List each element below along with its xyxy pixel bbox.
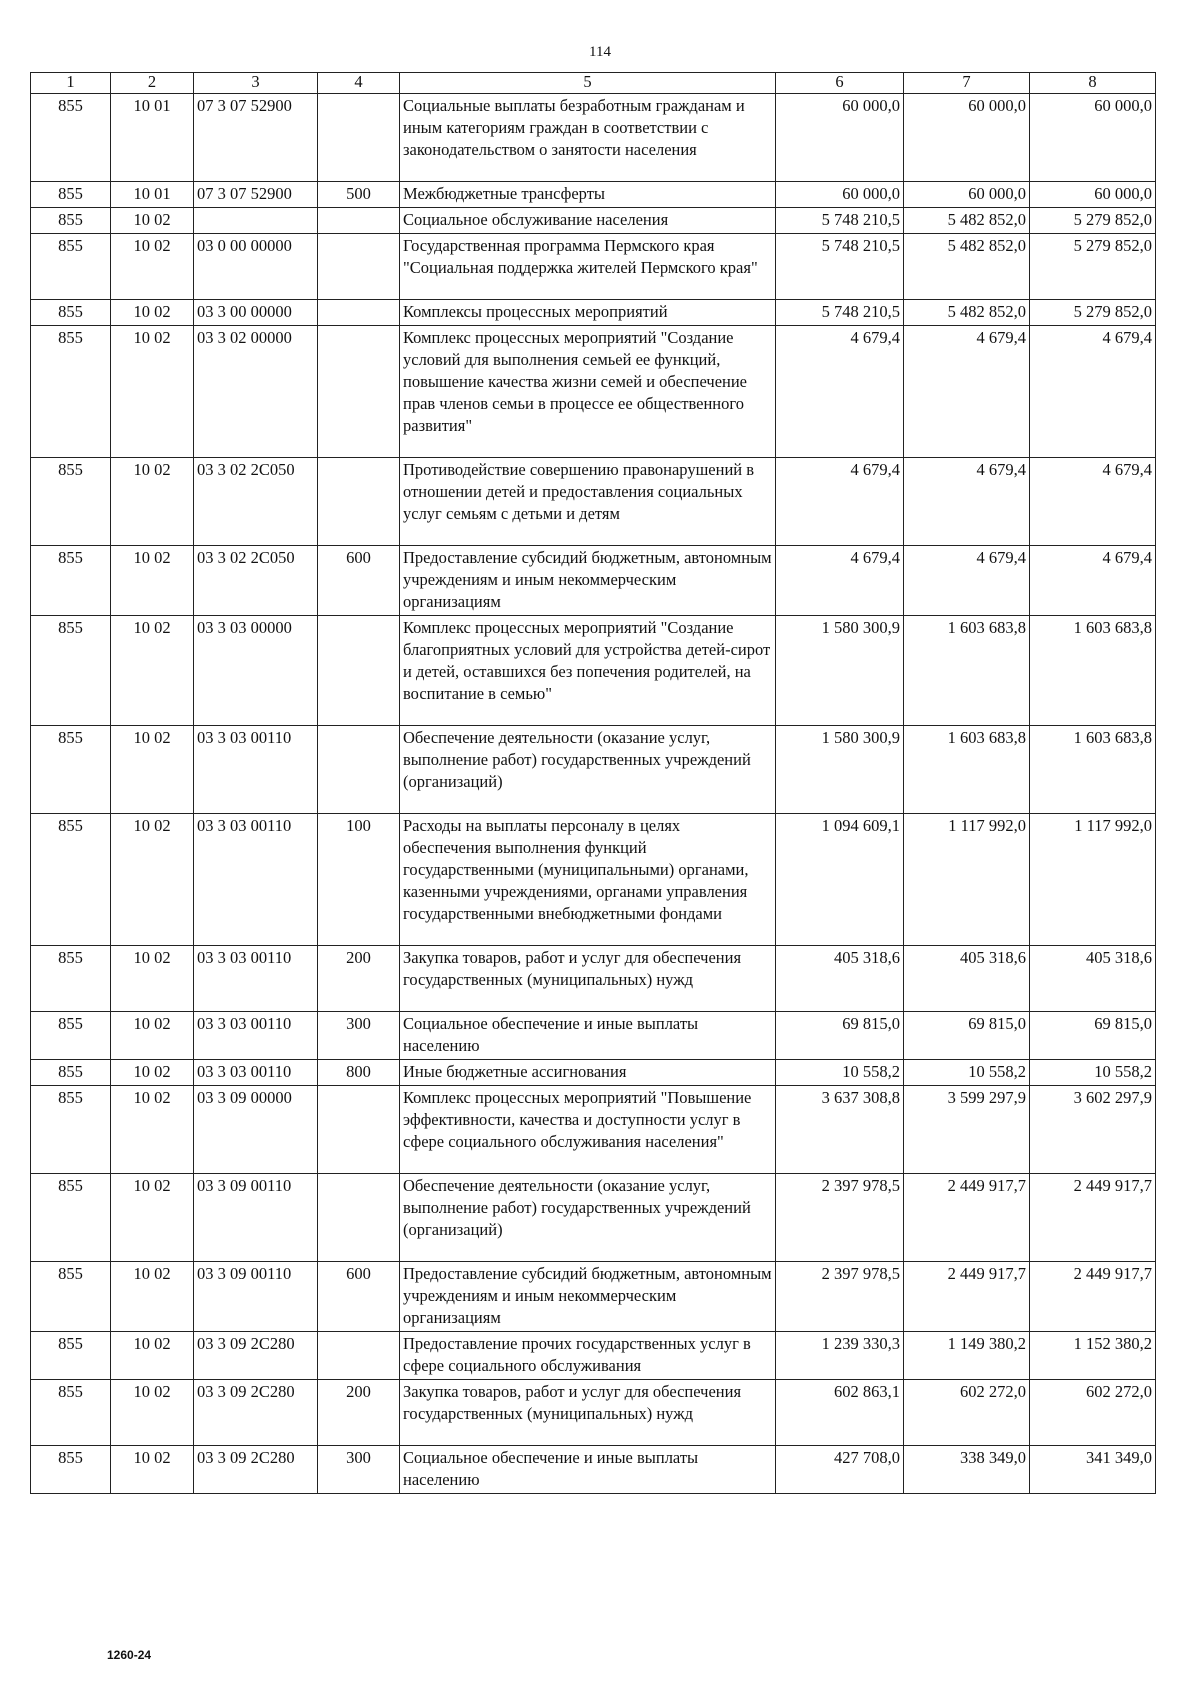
section-cell: 10 02 <box>111 458 194 546</box>
section-cell: 10 02 <box>111 1086 194 1174</box>
section-cell: 10 02 <box>111 616 194 726</box>
amount-col8-cell: 2 449 917,7 <box>1030 1262 1156 1332</box>
amount-col7-cell: 60 000,0 <box>904 182 1030 208</box>
target-article-cell: 03 3 02 00000 <box>194 326 318 458</box>
section-cell: 10 02 <box>111 1332 194 1380</box>
amount-col7-cell: 4 679,4 <box>904 458 1030 546</box>
amount-col7-cell: 5 482 852,0 <box>904 234 1030 300</box>
target-article-cell: 03 3 03 00110 <box>194 1060 318 1086</box>
description-cell: Межбюджетные трансферты <box>400 182 776 208</box>
description-cell: Комплексы процессных мероприятий <box>400 300 776 326</box>
admin-code-cell: 855 <box>31 1380 111 1446</box>
column-header: 8 <box>1030 73 1156 94</box>
document-code: 1260-24 <box>107 1648 152 1662</box>
target-article-cell: 03 3 03 00110 <box>194 1012 318 1060</box>
amount-col7-cell: 1 603 683,8 <box>904 726 1030 814</box>
admin-code-cell: 855 <box>31 94 111 182</box>
amount-col8-cell: 4 679,4 <box>1030 546 1156 616</box>
amount-col7-cell: 5 482 852,0 <box>904 208 1030 234</box>
amount-col8-cell: 5 279 852,0 <box>1030 300 1156 326</box>
amount-col6-cell: 2 397 978,5 <box>776 1174 904 1262</box>
amount-col6-cell: 5 748 210,5 <box>776 300 904 326</box>
description-cell: Иные бюджетные ассигнования <box>400 1060 776 1086</box>
section-cell: 10 02 <box>111 1174 194 1262</box>
amount-col6-cell: 4 679,4 <box>776 326 904 458</box>
admin-code-cell: 855 <box>31 458 111 546</box>
table-row <box>31 1446 1156 1494</box>
table-row <box>31 458 1156 546</box>
amount-col8-cell: 1 117 992,0 <box>1030 814 1156 946</box>
column-header: 2 <box>111 73 194 94</box>
admin-code-cell: 855 <box>31 1446 111 1494</box>
description-cell: Расходы на выплаты персоналу в целях обеспечения выполнения функций государственными (муниципальными) органами, казенными учреждениями, органами управления государственными внебюджетными фондами <box>400 814 776 946</box>
expense-type-cell <box>318 326 400 458</box>
amount-col6-cell: 5 748 210,5 <box>776 208 904 234</box>
section-cell: 10 02 <box>111 1012 194 1060</box>
amount-col7-cell: 1 117 992,0 <box>904 814 1030 946</box>
description-cell: Комплекс процессных мероприятий "Создание благоприятных условий для устройства детей-сирот и детей, оставшихся без попечения родителей, на воспитание в семью" <box>400 616 776 726</box>
expense-type-cell: 600 <box>318 1262 400 1332</box>
amount-col7-cell: 3 599 297,9 <box>904 1086 1030 1174</box>
admin-code-cell: 855 <box>31 1262 111 1332</box>
expense-type-cell <box>318 616 400 726</box>
table-row <box>31 616 1156 726</box>
admin-code-cell: 855 <box>31 1332 111 1380</box>
admin-code-cell: 855 <box>31 300 111 326</box>
table-row <box>31 182 1156 208</box>
amount-col8-cell: 1 152 380,2 <box>1030 1332 1156 1380</box>
section-cell: 10 02 <box>111 726 194 814</box>
target-article-cell: 03 3 03 00110 <box>194 946 318 1012</box>
column-header: 4 <box>318 73 400 94</box>
header-row <box>31 73 1156 94</box>
target-article-cell: 03 3 09 00110 <box>194 1174 318 1262</box>
amount-col8-cell: 405 318,6 <box>1030 946 1156 1012</box>
amount-col7-cell: 10 558,2 <box>904 1060 1030 1086</box>
target-article-cell: 03 3 02 2С050 <box>194 546 318 616</box>
description-cell: Предоставление субсидий бюджетным, автономным учреждениям и иным некоммерческим организациям <box>400 1262 776 1332</box>
target-article-cell: 03 3 09 2С280 <box>194 1332 318 1380</box>
amount-col8-cell: 4 679,4 <box>1030 458 1156 546</box>
expense-type-cell: 600 <box>318 546 400 616</box>
target-article-cell: 03 3 09 00110 <box>194 1262 318 1332</box>
amount-col8-cell: 10 558,2 <box>1030 1060 1156 1086</box>
amount-col7-cell: 2 449 917,7 <box>904 1262 1030 1332</box>
expense-type-cell: 200 <box>318 946 400 1012</box>
expense-type-cell <box>318 726 400 814</box>
table-row <box>31 726 1156 814</box>
amount-col6-cell: 5 748 210,5 <box>776 234 904 300</box>
table-row <box>31 234 1156 300</box>
target-article-cell: 07 3 07 52900 <box>194 94 318 182</box>
expense-type-cell <box>318 1332 400 1380</box>
amount-col7-cell: 2 449 917,7 <box>904 1174 1030 1262</box>
section-cell: 10 02 <box>111 300 194 326</box>
expense-type-cell <box>318 300 400 326</box>
description-cell: Комплекс процессных мероприятий "Повышение эффективности, качества и доступности услуг в сфере социального обслуживания населения" <box>400 1086 776 1174</box>
section-cell: 10 02 <box>111 814 194 946</box>
amount-col6-cell: 4 679,4 <box>776 458 904 546</box>
table-row <box>31 946 1156 1012</box>
section-cell: 10 02 <box>111 1060 194 1086</box>
amount-col8-cell: 2 449 917,7 <box>1030 1174 1156 1262</box>
amount-col8-cell: 1 603 683,8 <box>1030 616 1156 726</box>
expense-type-cell <box>318 234 400 300</box>
section-cell: 10 02 <box>111 1380 194 1446</box>
description-cell: Социальное обслуживание населения <box>400 208 776 234</box>
column-header: 7 <box>904 73 1030 94</box>
expense-type-cell: 100 <box>318 814 400 946</box>
amount-col6-cell: 60 000,0 <box>776 94 904 182</box>
column-header: 1 <box>31 73 111 94</box>
table-row <box>31 546 1156 616</box>
target-article-cell: 03 3 03 00110 <box>194 814 318 946</box>
table-row <box>31 208 1156 234</box>
description-cell: Предоставление прочих государственных услуг в сфере социального обслуживания <box>400 1332 776 1380</box>
target-article-cell: 03 3 09 2С280 <box>194 1380 318 1446</box>
admin-code-cell: 855 <box>31 616 111 726</box>
admin-code-cell: 855 <box>31 1060 111 1086</box>
amount-col8-cell: 3 602 297,9 <box>1030 1086 1156 1174</box>
amount-col6-cell: 405 318,6 <box>776 946 904 1012</box>
amount-col8-cell: 4 679,4 <box>1030 326 1156 458</box>
amount-col8-cell: 60 000,0 <box>1030 182 1156 208</box>
description-cell: Закупка товаров, работ и услуг для обеспечения государственных (муниципальных) нужд <box>400 1380 776 1446</box>
expense-type-cell: 300 <box>318 1446 400 1494</box>
amount-col8-cell: 5 279 852,0 <box>1030 208 1156 234</box>
amount-col6-cell: 3 637 308,8 <box>776 1086 904 1174</box>
section-cell: 10 02 <box>111 208 194 234</box>
amount-col8-cell: 69 815,0 <box>1030 1012 1156 1060</box>
description-cell: Социальные выплаты безработным гражданам и иным категориям граждан в соответствии с законодательством о занятости населения <box>400 94 776 182</box>
amount-col7-cell: 4 679,4 <box>904 326 1030 458</box>
section-cell: 10 02 <box>111 1446 194 1494</box>
admin-code-cell: 855 <box>31 234 111 300</box>
expense-type-cell <box>318 1174 400 1262</box>
page-number: 114 <box>589 44 611 60</box>
target-article-cell <box>194 208 318 234</box>
amount-col6-cell: 2 397 978,5 <box>776 1262 904 1332</box>
amount-col6-cell: 1 580 300,9 <box>776 726 904 814</box>
amount-col6-cell: 4 679,4 <box>776 546 904 616</box>
description-cell: Предоставление субсидий бюджетным, автономным учреждениям и иным некоммерческим организациям <box>400 546 776 616</box>
column-header: 6 <box>776 73 904 94</box>
amount-col7-cell: 1 603 683,8 <box>904 616 1030 726</box>
expense-type-cell <box>318 208 400 234</box>
amount-col8-cell: 5 279 852,0 <box>1030 234 1156 300</box>
budget-table <box>30 72 1156 1494</box>
amount-col7-cell: 5 482 852,0 <box>904 300 1030 326</box>
amount-col6-cell: 60 000,0 <box>776 182 904 208</box>
amount-col8-cell: 341 349,0 <box>1030 1446 1156 1494</box>
description-cell: Социальное обеспечение и иные выплаты населению <box>400 1012 776 1060</box>
table-row <box>31 94 1156 182</box>
table-row <box>31 1012 1156 1060</box>
column-header: 5 <box>400 73 776 94</box>
section-cell: 10 01 <box>111 94 194 182</box>
table-row <box>31 1380 1156 1446</box>
expense-type-cell <box>318 458 400 546</box>
amount-col6-cell: 602 863,1 <box>776 1380 904 1446</box>
admin-code-cell: 855 <box>31 814 111 946</box>
section-cell: 10 01 <box>111 182 194 208</box>
amount-col6-cell: 69 815,0 <box>776 1012 904 1060</box>
table-row <box>31 1262 1156 1332</box>
expense-type-cell: 800 <box>318 1060 400 1086</box>
section-cell: 10 02 <box>111 234 194 300</box>
column-header: 3 <box>194 73 318 94</box>
section-cell: 10 02 <box>111 546 194 616</box>
amount-col7-cell: 405 318,6 <box>904 946 1030 1012</box>
amount-col7-cell: 602 272,0 <box>904 1380 1030 1446</box>
table-row <box>31 300 1156 326</box>
expense-type-cell <box>318 1086 400 1174</box>
target-article-cell: 03 3 09 2С280 <box>194 1446 318 1494</box>
amount-col6-cell: 427 708,0 <box>776 1446 904 1494</box>
amount-col8-cell: 602 272,0 <box>1030 1380 1156 1446</box>
amount-col7-cell: 1 149 380,2 <box>904 1332 1030 1380</box>
admin-code-cell: 855 <box>31 726 111 814</box>
table-row <box>31 1332 1156 1380</box>
description-cell: Комплекс процессных мероприятий "Создание условий для выполнения семьей ее функций, повышение качества жизни семей и обеспечение прав членов семьи в процессе ее общественного развития" <box>400 326 776 458</box>
section-cell: 10 02 <box>111 946 194 1012</box>
expense-type-cell: 200 <box>318 1380 400 1446</box>
target-article-cell: 03 3 03 00110 <box>194 726 318 814</box>
target-article-cell: 03 3 03 00000 <box>194 616 318 726</box>
target-article-cell: 07 3 07 52900 <box>194 182 318 208</box>
amount-col6-cell: 10 558,2 <box>776 1060 904 1086</box>
table-row <box>31 1174 1156 1262</box>
table-row <box>31 326 1156 458</box>
table-row <box>31 1086 1156 1174</box>
target-article-cell: 03 3 02 2С050 <box>194 458 318 546</box>
description-cell: Противодействие совершению правонарушений в отношении детей и предоставления социальных услуг семьям с детьми и детям <box>400 458 776 546</box>
admin-code-cell: 855 <box>31 208 111 234</box>
target-article-cell: 03 0 00 00000 <box>194 234 318 300</box>
admin-code-cell: 855 <box>31 1012 111 1060</box>
admin-code-cell: 855 <box>31 946 111 1012</box>
target-article-cell: 03 3 09 00000 <box>194 1086 318 1174</box>
amount-col7-cell: 60 000,0 <box>904 94 1030 182</box>
table-row <box>31 1060 1156 1086</box>
table-row <box>31 814 1156 946</box>
section-cell: 10 02 <box>111 1262 194 1332</box>
admin-code-cell: 855 <box>31 326 111 458</box>
amount-col7-cell: 4 679,4 <box>904 546 1030 616</box>
amount-col6-cell: 1 239 330,3 <box>776 1332 904 1380</box>
target-article-cell: 03 3 00 00000 <box>194 300 318 326</box>
description-cell: Обеспечение деятельности (оказание услуг, выполнение работ) государственных учреждений (организаций) <box>400 1174 776 1262</box>
amount-col7-cell: 338 349,0 <box>904 1446 1030 1494</box>
expense-type-cell <box>318 94 400 182</box>
amount-col8-cell: 60 000,0 <box>1030 94 1156 182</box>
amount-col6-cell: 1 094 609,1 <box>776 814 904 946</box>
description-cell: Обеспечение деятельности (оказание услуг, выполнение работ) государственных учреждений (организаций) <box>400 726 776 814</box>
description-cell: Закупка товаров, работ и услуг для обеспечения государственных (муниципальных) нужд <box>400 946 776 1012</box>
amount-col6-cell: 1 580 300,9 <box>776 616 904 726</box>
expense-type-cell: 500 <box>318 182 400 208</box>
admin-code-cell: 855 <box>31 1174 111 1262</box>
amount-col7-cell: 69 815,0 <box>904 1012 1030 1060</box>
description-cell: Социальное обеспечение и иные выплаты населению <box>400 1446 776 1494</box>
admin-code-cell: 855 <box>31 182 111 208</box>
table-body <box>31 94 1156 1494</box>
admin-code-cell: 855 <box>31 546 111 616</box>
section-cell: 10 02 <box>111 326 194 458</box>
admin-code-cell: 855 <box>31 1086 111 1174</box>
expense-type-cell: 300 <box>318 1012 400 1060</box>
amount-col8-cell: 1 603 683,8 <box>1030 726 1156 814</box>
description-cell: Государственная программа Пермского края "Социальная поддержка жителей Пермского края" <box>400 234 776 300</box>
